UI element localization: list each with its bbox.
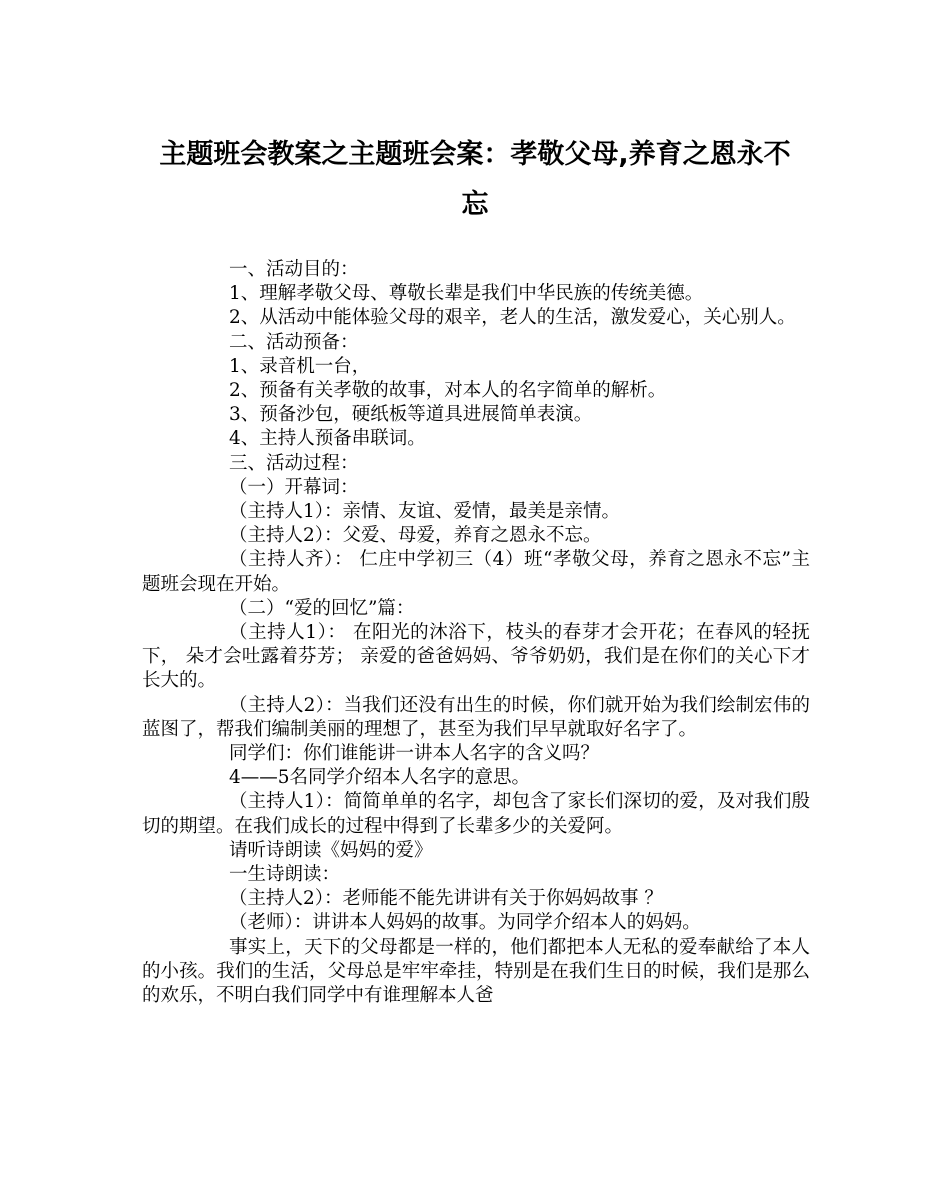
paragraph: 三、活动过程：: [229, 452, 359, 474]
paragraph: 1、录音机一台，: [229, 355, 371, 377]
paragraph: （主持人齐）： 仁庄中学初三（4）班“孝敬父母，养育之恩永不忘”主题班会现在开始。: [142, 549, 810, 595]
paragraph: 一生诗朗读：: [229, 864, 341, 886]
document-body: [142, 258, 810, 1008]
paragraph: 2、预备有关孝敬的故事，对本人的名字简单的解析。: [229, 380, 667, 402]
paragraph: 2、从活动中能体验父母的艰辛，老人的生活，激发爱心，关心别人。: [229, 307, 796, 329]
paragraph: （一）开幕词：: [229, 476, 359, 498]
paragraph: （老师）：讲讲本人妈妈的故事。为同学介绍本人的妈妈。: [229, 912, 701, 934]
paragraph: （主持人1）：简简单单的名字，却包含了家长们深切的爱，及对我们殷切的期望。在我们成长的过程中得到了长辈多少的关爱阿。: [142, 791, 810, 837]
title-line-2: 忘: [461, 189, 489, 220]
paragraph: 4、主持人预备串联词。: [229, 428, 426, 450]
paragraph: （主持人2）：老师能不能先讲讲有关于你妈妈故事 ？: [229, 888, 663, 910]
paragraph: 事实上，天下的父母都是一样的，他们都把本人无私的爱奉献给了本人的小孩。我们的生活，父母总是牢牢牵挂，特别是在我们生日的时候，我们是那么的欢乐，不明白我们同学中有谁理解本人爸: [142, 936, 810, 1007]
paragraph: （主持人1）： 在阳光的沐浴下，枝头的春芽才会开花；在春风的轻抚下， 朵才会吐露着芬芳； 亲爱的爸爸妈妈、爷爷奶奶，我们是在你们的关心下才长大的。: [142, 622, 810, 692]
paragraph: （主持人2）：父爱、母爱，养育之恩永不忘。: [229, 525, 602, 547]
paragraph: （主持人1）：亲情、友谊、爱情，最美是亲情。: [229, 501, 621, 523]
title-line-1: 主题班会教案之主题班会案：孝敬父母,养育之恩永不: [159, 139, 791, 170]
paragraph: 二、活动预备：: [229, 331, 359, 353]
paragraph: 1、理解孝敬父母、尊敬长辈是我们中华民族的传统美德。: [229, 283, 704, 305]
paragraph: 4——5名同学介绍本人名字的意思。: [229, 767, 531, 789]
paragraph: 一、活动目的：: [229, 259, 359, 280]
paragraph: （二）“爱的回忆”篇：: [229, 597, 415, 619]
paragraph: 请听诗朗读《妈妈的爱》: [229, 839, 433, 861]
paragraph: （主持人2）：当我们还没有出生的时候，你们就开始为我们绘制宏伟的蓝图了，帮我们编制美丽的理想了，甚至为我们早早就取好名字了。: [142, 694, 810, 740]
paragraph: 同学们：你们谁能讲一讲本人名字的含义吗？: [229, 743, 600, 765]
document-title: [135, 130, 815, 230]
paragraph: 3、预备沙包，硬纸板等道具进展简单表演。: [229, 404, 593, 426]
